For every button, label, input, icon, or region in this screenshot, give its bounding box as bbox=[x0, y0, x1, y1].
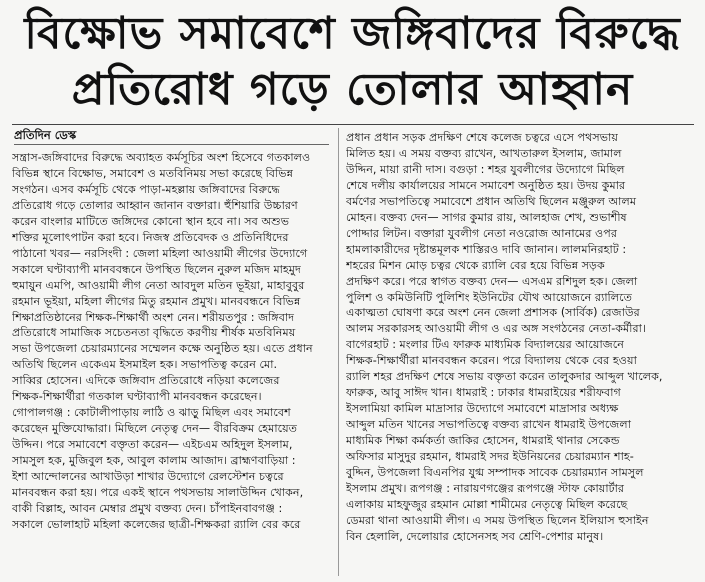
text-line: গোপালগঞ্জ : কোটালীপাড়ায় লাঠি ও ঝাড়ু মিছিল এবং সমাবেশ bbox=[12, 406, 291, 420]
text-line: রহমান ভূইয়া, মহিলা লীগের মিতু রহমান প্রমুখ। মানববন্ধনে বিভিন্ন bbox=[12, 294, 301, 308]
text-line: প্রধান প্রধান সড়ক প্রদক্ষিণ শেষে কলেজ চত্বরে এসে পথসভায় bbox=[346, 131, 618, 144]
text-line: অতিথি ছিলেন একেএম ইসমাইল হক। সভাপতিত্ব করেন মো. bbox=[12, 358, 278, 372]
text-line: আব্দুল মতিন খানের সভাপতিত্বে বক্তব্য রাখেন ধামরাই উপজেলা bbox=[346, 418, 631, 432]
text-line: প্রতিরোধ গড়ে তোলার আহ্বান জানান বক্তারা। হুঁশিয়ারি উচ্চারণ bbox=[12, 198, 298, 212]
text-line: ইশা আন্দোলনের আখাউড়া শাখার উদ্যোগে রেলস্টেশন চত্বরে bbox=[12, 470, 284, 484]
text-line: হামলাকারীদের দৃষ্টান্তমূলক শাস্তিরও দাবি জানান। লালমনিরহাট : bbox=[346, 242, 627, 256]
text-line: ইসলাম প্রমুখ। রূপগঞ্জ : নারায়ণগঞ্জের রূপগঞ্জে স্টাফ কোয়ার্টার bbox=[346, 481, 625, 495]
text-line: হুমায়ুন এমপি, আওয়ামী লীগ নেতা আবদুল মতিন ভূইয়া, মাহাবুবুর bbox=[12, 278, 305, 292]
text-line: র‌্যালি শহর প্রদক্ষিণ শেষে সভায় বক্তৃতা করেন তালুকদার আব্দুল খালেক, bbox=[346, 370, 663, 384]
text-line: উদ্দিন। পরে সমাবেশে বক্তৃতা করেন— এইচএম অহিদুল ইসলাম, bbox=[12, 438, 293, 452]
byline-rule bbox=[14, 144, 329, 145]
text-line: ইসলামিয়া কামিল মাদ্রাসার উদ্যোগে সমাবেশে মাদ্রাসার অধ্যক্ষ bbox=[346, 402, 619, 416]
text-line: শহরের মিশন মোড় চত্বর থেকে র‌্যালি বের হয়ে বিভিন্ন সড়ক bbox=[346, 258, 605, 272]
right-column bbox=[346, 130, 694, 545]
text-line: প্রতিরোধে সামাজিক সচেতনতা বৃদ্ধিতে করণীয় শীর্ষক মতবিনিময় bbox=[12, 326, 296, 340]
text-line: পুলিশ ও কমিউনিটি পুলিশিং ইউনিটের যৌথ আয়োজনে র‌্যালিতে bbox=[346, 290, 632, 304]
text-line: ডেমরা থানা আওয়ামী লীগ। এ সময় উপস্থিত ছিলেন ইলিয়াস হুসাইন bbox=[346, 513, 649, 527]
text-line: শেষে দলীয় কার্যালয়ের সামনে সমাবেশ অনুষ্ঠিত হয়। উদয় কুমার bbox=[346, 178, 626, 192]
text-line: মিলিত হয়। এ সময় বক্তব্য রাখেন, আখতারুল ইসলাম, জামাল bbox=[346, 146, 622, 160]
left-column bbox=[12, 150, 334, 533]
headline bbox=[0, 6, 705, 118]
text-line: একাত্মতা ঘোষণা করে অংশ নেন জেলা প্রশাসক (সার্বিক) রেজাউর bbox=[346, 306, 640, 320]
text-line: বুদ্দিন, উপজেলা বিএনপির যুগ্ম সম্পাদক সাবেক চেয়ারম্যান সামসুল bbox=[346, 466, 644, 480]
text-line: মোহন। বক্তব্য দেন— সাগর কুমার রায়, আলহাজ শেখ, শুভাশীষ bbox=[346, 210, 627, 224]
text-line: শিক্ষাপ্রতিষ্ঠানের শিক্ষক-শিক্ষার্থী অংশ নেন। শরীয়তপুর : জঙ্গিবাদ bbox=[12, 310, 295, 324]
text-line: পাঠানো খবর— নরসিংদী : জেলা মহিলা আওয়ামী লীগের উদ্যোগে bbox=[12, 246, 308, 260]
text-line: উদ্দিন, মায়া রানী দাস। বগুড়া : শহর যুবলীগের উদ্যোগে মিছিল bbox=[346, 162, 625, 176]
text-line: মাধ্যমিক শিক্ষা কর্মকর্তা জাকির হোসেন, ধামরাই থানার সেকেন্ড bbox=[346, 434, 620, 448]
text-line: এলাকায় মাহফুজুর রহমান মোল্লা শামীমের নেতৃত্বে মিছিল করেছে bbox=[346, 497, 628, 511]
text-line: সকালে ঘণ্টাব্যাপী মানববন্ধনে উপস্থিত ছিলেন নুরুল মজিদ মাহমুদ bbox=[12, 262, 301, 276]
text-line: সংগঠন। এসব কর্মসূচি থেকে পাড়া-মহল্লায় জঙ্গিবাদের বিরুদ্ধে bbox=[12, 182, 280, 196]
text-line: পোদ্দার লিটন। বক্তারা যুবলীগ নেতা নওরোজ আনামের ওপর bbox=[346, 226, 618, 240]
text-line: বিভিন্ন স্থানে বিক্ষোভ, সমাবেশ ও মতবিনিময় সভা করেছে বিভিন্ন bbox=[12, 166, 293, 180]
text-line: করেছেন মুক্তিযোদ্ধারা। মিছিলে নেতৃত্ব দেন— বীরবিক্রম হেমায়েত bbox=[12, 422, 298, 436]
text-line: শিক্ষক-শিক্ষার্থীরা মানববন্ধন করেন। পরে বিদ্যালয় থেকে বের হওয়া bbox=[346, 354, 637, 368]
text-line: করেন বাংলার মাটিতে জঙ্গিদের কোনো স্থান হবে না। সব অশুভ bbox=[12, 214, 290, 228]
text-line: বিন হেলালি, দেলোয়ার হোসেনসহ সব শ্রেণি-পেশার মানুষ। bbox=[346, 529, 604, 543]
headline-rule bbox=[12, 124, 694, 125]
text-line: সামসুল হক, মুজিবুল হক, আবুল কালাম আজাদ। ব্রাহ্মণবাড়িয়া : bbox=[12, 454, 296, 468]
text-line: সাব্বির হোসেন। এদিকে জঙ্গিবাদ প্রতিরোধে নড়িয়া কলেজের bbox=[12, 374, 280, 388]
text-line: সভা উপজেলা চেয়ারম্যানের সম্মেলন কক্ষে অনুষ্ঠিত হয়। এতে প্রধান bbox=[12, 342, 313, 356]
text-line: মানববন্ধন করা হয়। পরে একই স্থানে পথসভায় সালাউদ্দিন খোকন, bbox=[12, 486, 304, 500]
text-line: শিক্ষক-শিক্ষার্থীরা গতকাল ঘণ্টাব্যাপী মানববন্ধন করেছেন। bbox=[12, 390, 262, 404]
text-line: আলম সরকারসহ আওয়ামী লীগ ও এর অঙ্গ সংগঠনের নেতা-কর্মীরা। bbox=[346, 322, 646, 336]
text-line: বর্মণের সভাপতিত্বে সমাবেশে প্রধান অতিথি ছিলেন মঞ্জুরুল আলম bbox=[346, 194, 637, 208]
text-line: শক্তির মূলোৎপাটন করা হবে। নিজস্ব প্রতিবেদক ও প্রতিনিধিদের bbox=[12, 230, 289, 244]
text-line: প্রদক্ষিণ করে। পরে স্বাগত বক্তব্য দেন— এসএম রশিদুল হক। জেলা bbox=[346, 274, 638, 288]
text-line: সন্ত্রাস-জঙ্গিবাদের বিরুদ্ধে অব্যাহত কর্মসূচির অংশ হিসেবে গতকালও bbox=[12, 151, 311, 164]
byline: প্রতিদিন ডেস্ক bbox=[14, 128, 77, 142]
headline-line-2: প্রতিরোধ গড়ে তোলার আহ্বান bbox=[71, 64, 634, 115]
text-line: অফিসার মাসুদুর রহমান, ধামরাই সদর ইউনিয়নের চেয়ারম্যান শাহ- bbox=[346, 450, 634, 464]
text-line: সকালে ভোলাহাট মহিলা কলেজের ছাত্রী-শিক্ষকরা র‌্যালি বের করে bbox=[12, 517, 301, 531]
text-line: বাকী বিল্লাহ, আবন মেম্বার প্রমুখ বক্তব্য দেন। চাঁপাইনবাবগঞ্জ : bbox=[12, 501, 283, 515]
text-line: বাগেরহাট : মংলার টিএ ফারুক মাধ্যমিক বিদ্যালয়ের আয়োজনে bbox=[346, 338, 624, 352]
text-line: ফারুক, আবু সাঈদ খান। ধামরাই : ঢাকার ধামরাইয়ের শরীফবাগ bbox=[346, 386, 621, 400]
headline-line-1: বিক্ষোভ সমাবেশে জঙ্গিবাদের বিরুদ্ধে bbox=[24, 8, 681, 59]
column-divider bbox=[338, 128, 339, 576]
